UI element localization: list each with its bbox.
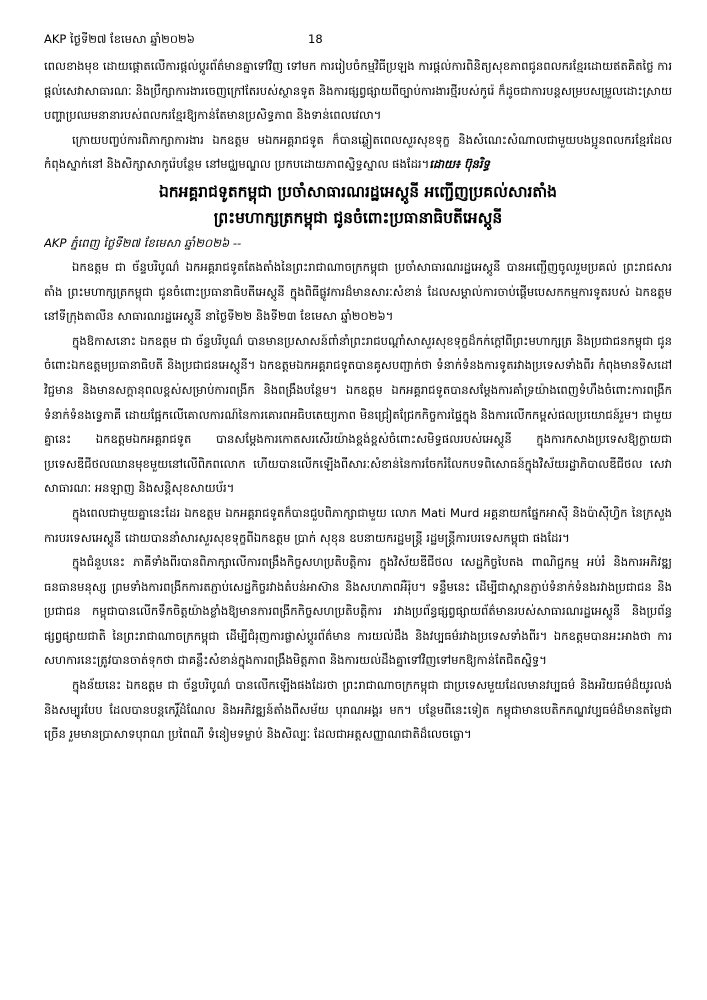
article-dateline: AKP ភ្នំពេញ ថ្ងៃទី២៧ ខែមេសា ឆ្នាំ២០២៦ -- <box>44 235 242 250</box>
intro-paragraph-closing <box>44 128 672 177</box>
article-paragraph: ក្នុងឱកាសនោះ ឯកឧត្តម ជា ច័ន្ទបរិបូណ៌ បានមានប្រសាសន៍ពាំនាំព្រះរាជបណ្តាំសាសួរសុខទុក្ខដ៏កក់ក្តៅពីព្រះមហាក្សត្រ និងប្រជាជនកម្ពុជា ជូនចំពោះឯកឧត្តមប្រធានាធិបតី និងប្រជាជនអេស្តូនី។ ឯកឧត្តមឯកអគ្គរាជទូតបានគូសបញ្ជាក់ថា ទំនាក់ទំនងការទូតរវាងប្រទេសទាំងពីរ កំពុងមានទិសដៅវិជ្ជមាន និងមានសក្តានុពលខ្ពស់សម្រាប់ការពង្រីក និងពង្រឹងបន្ថែម។ ឯកឧត្តម ឯកអគ្គរាជទូតបានសម្តែងការគាំទ្រយ៉ាងពេញទំហឹងចំពោះការពង្រីកទំនាក់ទំនងទ្វេភាគី ដោយផ្អែកលើគោលការណ៍នៃការគោរពអធិបតេយ្យភាព មិនជ្រៀតជ្រែកកិច្ចការផ្ទៃក្នុង និងការលើកកម្ពស់ផលប្រយោជន៍រួម។ ជាមួយគ្នានេះ ឯកឧត្តមឯកអគ្គរាជទូត បានសម្តែងការកោតសរសើរយ៉ាងខ្ពង់ខ្ពស់ចំពោះសមិទ្ធផលរបស់អេស្តូនី ក្នុងការកសាងប្រទេសឱ្យក្លាយជាប្រទេសឌីជីថលឈានមុខមួយនៅលើពិភពលោក ហើយបានលើកឡើងពីសារៈសំខាន់នៃការចែករំលែកបទពិសោធន៍ក្នុងវិស័យរដ្ឋាភិបាលឌីជីថល សេវាសាធារណៈ អនឡាញ និងសន្តិសុខសាយប័រ។ <box>44 333 672 496</box>
document-page <box>44 30 672 985</box>
page-number: 18 <box>308 32 323 46</box>
header-publication-date: AKP ថ្ងៃទី២៧ ខែមេសា ឆ្នាំ២០២៦ <box>44 32 195 46</box>
article-headline <box>44 179 672 231</box>
article-headline-line-2: ព្រះមហាក្សត្រកម្ពុជា ជូនចំពោះប្រធានាធិបតីអេស្តូនី <box>213 207 503 227</box>
article-paragraph: ក្នុងពេលជាមួយគ្នានេះដែរ ឯកឧត្តម ឯកអគ្គរាជទូតក៏បានជួបពិភាក្សាជាមួយ លោក Mati Murd អគ្គនាយកផ្នែកអាស៊ី និងប៉ាស៊ីហ្វិក នៃក្រសួងការបរទេសអេស្តូនី ដោយបាននាំសារសួរសុខទុក្ខពីឯកឧត្តម ប្រាក់ សុខុន ឧបនាយករដ្ឋមន្ត្រី រដ្ឋមន្ត្រីការបរទេសកម្ពុជា ផងដែរ។ <box>44 505 672 545</box>
article-paragraph: ក្នុងន័យនេះ ឯកឧត្តម ជា ច័ន្ទបរិបូណ៌ បានលើកឡើងផងដែរថា ព្រះរាជាណាចក្រកម្ពុជា ជាប្រទេសមួយដែលមានវប្បធម៌ និងអរិយធម៌ដ៏យូរលង់ និងសម្បូរបែប ដែលបានបន្តកេរ្តិ៍ដំណែល និងអភិវឌ្ឍន៍តាំងពីសម័យ បុរាណអង្គរ មក។ បន្ថែមពីនេះទៀត កម្ពុជាមានបេតិកភណ្ឌវប្បធម៌ដ៏មានតម្លៃជាច្រើន រួមមានប្រាសាទបុរាណ ប្រពៃណី ទំនៀមទម្លាប់ និងសិល្បៈ ដែលជាអត្តសញ្ញាណជាតិដ៏លេចធ្លោ។ <box>44 678 672 742</box>
byline: ដោយ៖ ប៊ុនរិទ្ធ <box>429 157 490 172</box>
intro-paragraph-closing-text: ក្រោយបញ្ចប់ការពិភាក្សាការងារ ឯកឧត្តម មឯកអគ្គរាជទូត ក៏បានឆ្លៀតពេលសួរសុខទុក្ខ និងសំណេះសំណាលជាមួយបងប្អូនពលករខ្មែរដែលកំពុងស្នាក់នៅ និងសិក្សាសាកូរ៉េបន្ថែម នៅមជ្ឈមណ្ឌល ប្រកបដោយភាពស្និទ្ធស្នាល ផងដែរ។ <box>44 132 672 172</box>
article-paragraph: ឯកឧត្តម ជា ច័ន្ទបរិបូណ៌ ឯកអគ្គរាជទូតតែងតាំងនៃព្រះរាជាណាចក្រកម្ពុជា ប្រចាំសាធារណរដ្ឋអេស្តូនី បានអញ្ជើញចូលរួមប្រគល់ ព្រះរាជសារតាំង ព្រះមហាក្សត្រកម្ពុជា ជូនចំពោះប្រធានាធិបតីអេស្តូនី ក្នុងពិធីផ្លូវការដ៏មានសារៈសំខាន់ ដែលសម្គាល់ការចាប់ផ្តើមបេសកកម្មការទូតរបស់ ឯកឧត្តម នៅទីក្រុងតាលីន សាធារណរដ្ឋអេស្តូនី នាថ្ងៃទី២២ និងទី២៣ ខែមេសា ឆ្នាំ២០២៦។ <box>44 259 672 324</box>
intro-paragraph-continued: ពេលខាងមុខ ដោយផ្តោតលើការផ្តល់ប្តូរព័ត៌មានគ្នាទៅវិញ ទៅមក ការរៀបចំកម្មវិធីប្រឡង ការផ្តល់ការពិនិត្យសុខភាពជូនពលករខ្មែរដោយឥតគិតថ្លៃ ការផ្តល់សេវាសាធារណៈ និងប្រឹក្សាការងារចេញក្រៅតែរបស់ស្ថានទូត និងការផ្សព្វផ្សាយពីច្បាប់ការងារថ្មីរបស់កូរ៉េ ក៏ដូចជាការបន្តសម្របសម្រួលដោះស្រាយបញ្ហាប្រឈមនានារបស់ពលករខ្មែរឱ្យកាន់តែមានប្រសិទ្ធភាព និងទាន់ពេលវេលា។ <box>44 59 672 123</box>
article-headline-line-1: ឯកអគ្គរាជទូតកម្ពុជា ប្រចាំសាធារណរដ្ឋអេស្តូនី អញ្ជើញប្រគល់សារតាំង <box>158 181 558 201</box>
page-header <box>44 30 672 48</box>
article-paragraph: ក្នុងជំនួបនេះ ភាគីទាំងពីរបានពិភាក្សាលើការពង្រឹងកិច្ចសហប្រតិបត្តិការ ក្នុងវិស័យឌីជីថល សេដ្ឋកិច្ចបៃតង ពាណិជ្ជកម្ម អប់រំ និងការអភិវឌ្ឍធនធានមនុស្ស ព្រមទាំងការពង្រីកការតភ្ជាប់សេដ្ឋកិច្ចរវាងតំបន់អាស៊ាន និងសហភាពអឺរ៉ុប។ ទន្ទឹមនេះ ដើម្បីជាស្ពានភ្ជាប់ទំនាក់ទំនងរវាងប្រជាជន និងប្រជាជន កម្ពុជាបានលើកទឹកចិត្តយ៉ាងខ្លាំងឱ្យមានការពង្រីកកិច្ចសហប្រតិបត្តិការ រវាងប្រព័ន្ធផ្សព្វផ្សាយព័ត៌មានរបស់សាធារណរដ្ឋអេស្តូនី និងប្រព័ន្ធផ្សព្វផ្សាយជាតិ នៃព្រះរាជាណាចក្រកម្ពុជា ដើម្បីជំរុញការផ្លាស់ប្តូរព័ត៌មាន ការយល់ដឹង និងវប្បធម៌រវាងប្រទេសទាំងពីរ។ ឯកឧត្តមបានអះអាងថា ការសហការនេះត្រូវបានចាត់ទុកថា ជាគន្លឹះសំខាន់ក្នុងការពង្រឹងមិត្តភាព និងការយល់ដឹងគ្នាទៅវិញទៅមកឱ្យកាន់តែជិតស្និទ្ធ។ <box>44 555 672 668</box>
